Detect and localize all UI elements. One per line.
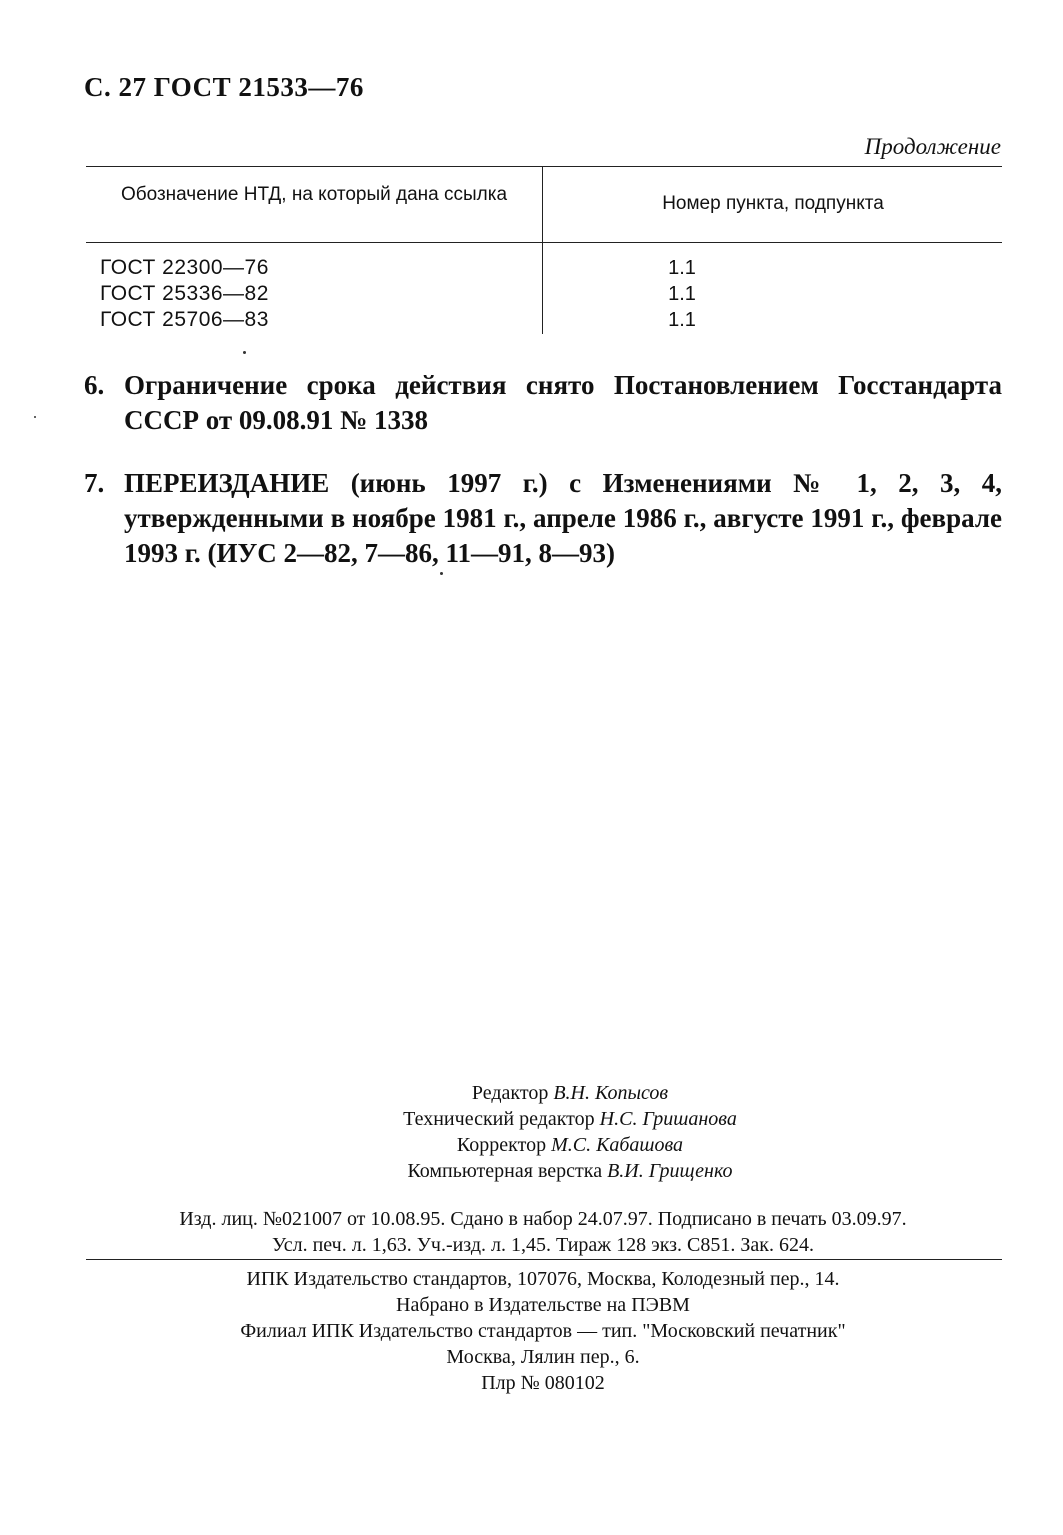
table-header-rule	[86, 242, 1002, 243]
imprint-line: Усл. печ. л. 1,63. Уч.-изд. л. 1,45. Тираж 128 экз. С851. Зак. 624.	[271, 1234, 815, 1256]
publisher-line: Плр № 080102	[481, 1372, 605, 1394]
publisher-line: ИПК Издательство стандартов, 107076, Москва, Колодезный пер., 14.	[246, 1268, 840, 1290]
tech-editor-name: Н.С. Гришанова	[599, 1108, 737, 1130]
table-row-doc: ГОСТ 25336—82	[100, 282, 269, 305]
list-item-7	[84, 466, 1002, 571]
table-row-clause: 1.1	[668, 283, 696, 305]
column-header-document: Обозначение НТД, на который дана ссылка	[120, 184, 508, 205]
publisher-line: Москва, Лялин пер., 6.	[446, 1346, 640, 1368]
scan-speck	[243, 351, 246, 354]
imprint-line: Изд. лиц. №021007 от 10.08.95. Сдано в набор 24.07.97. Подписано в печать 03.09.97.	[179, 1208, 907, 1230]
layout-role: Компьютерная верстка	[407, 1160, 603, 1182]
table-row-doc: ГОСТ 22300—76	[100, 256, 269, 279]
item-number: 7.	[84, 468, 105, 498]
credits-block	[200, 1080, 940, 1184]
proofreader-name: М.С. Кабашова	[551, 1134, 684, 1156]
list-item-6	[84, 368, 1002, 438]
item-text: Ограничение срока действия снято Постановлением Госстандарта СССР от 09.08.91 № 1338	[124, 370, 1002, 435]
table-row-doc: ГОСТ 25706—83	[100, 308, 269, 331]
editor-role: Редактор	[471, 1082, 549, 1104]
table-row-clause: 1.1	[668, 309, 696, 331]
publisher-block	[84, 1266, 1002, 1396]
item-text: ПЕРЕИЗДАНИЕ (июнь 1997 г.) с Изменениями № 1, 2, 3, 4, утвержденными в ноябре 1981 г., апреле 1986 г., августе 1991 г., феврале 1993 г. (ИУС 2—82, 7—86, 11—91, 8—93)	[124, 468, 1002, 568]
tech-editor-role: Технический редактор	[403, 1108, 595, 1130]
scan-speck	[34, 416, 36, 418]
imprint-divider	[86, 1259, 1002, 1260]
publisher-line: Набрано в Издательстве на ПЭВМ	[396, 1294, 690, 1316]
continuation-label: Продолжение	[864, 134, 1001, 159]
table-column-divider	[542, 166, 543, 334]
layout-name: В.И. Грищенко	[607, 1160, 733, 1182]
publisher-line: Филиал ИПК Издательство стандартов — тип. "Московский печатник"	[240, 1320, 846, 1342]
table-row-clause: 1.1	[668, 257, 696, 279]
page-header: С. 27 ГОСТ 21533—76	[84, 72, 364, 102]
proofreader-role: Корректор	[456, 1134, 547, 1156]
editor-name: В.Н. Копысов	[553, 1082, 669, 1104]
table-top-rule	[86, 166, 1002, 167]
imprint-block	[84, 1206, 1002, 1258]
item-number: 6.	[84, 370, 105, 400]
scan-speck	[440, 572, 443, 575]
column-header-clause: Номер пункта, подпункта	[662, 193, 884, 214]
